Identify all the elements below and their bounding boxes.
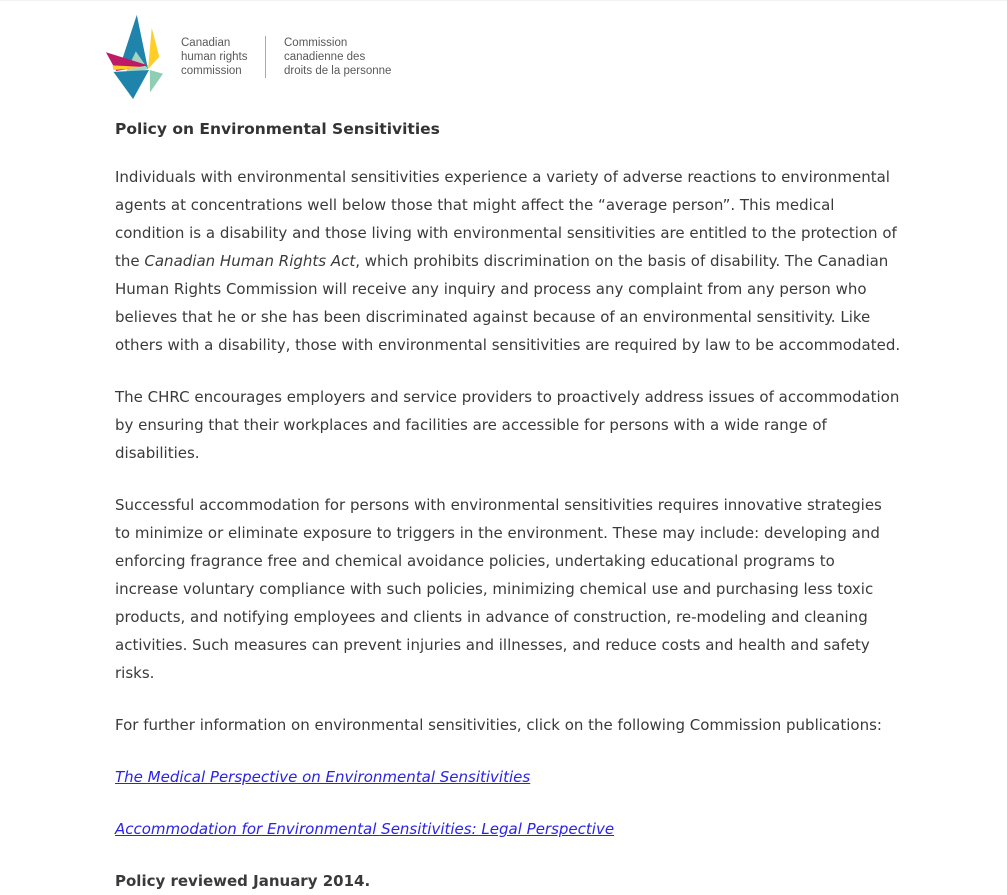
wordmark-line: Commission: [284, 37, 348, 49]
policy-reviewed-note: Policy reviewed January 2014.: [115, 872, 371, 890]
link-legal-perspective[interactable]: Accommodation for Environmental Sensitivities: Legal Perspective: [115, 820, 615, 838]
page-title: Policy on Environmental Sensitivities: [115, 120, 440, 138]
wordmark-line: canadienne des: [284, 51, 366, 63]
wordmark-line: droits de la personne: [284, 65, 392, 77]
link-medical-perspective[interactable]: The Medical Perspective on Environmental Sensitivities: [115, 768, 531, 786]
logo-divider: [265, 36, 266, 78]
wordmark-line: Canadian: [181, 37, 231, 49]
publication-link-row: [115, 763, 901, 791]
intro-text-2: , which prohibits discrimination on the basis of disability. The Canadian Human Rights Commission will receive any inquiry and process any complaint from any person who believes that he or she has been discriminated against because of an environmental sensitivity. Like others with a disability, those with environmental sensitivities are required by law to be accommodated.: [115, 252, 901, 354]
paragraph-intro: [115, 163, 901, 359]
publication-link-row: [115, 815, 901, 843]
chrc-logo: [105, 11, 1007, 101]
leaf-facet-yellow-top: [148, 28, 159, 69]
logo-wordmark: [181, 36, 391, 78]
intro-text-1: Individuals with environmental sensitivities experience a variety of adverse reactions to environmental agents at concentrations well below those that might affect the “average person”. This medical condition is a disability and those living with environmental sensitivities are entitled to the protection of the: [115, 168, 897, 270]
logo-wordmark-english: [181, 36, 265, 78]
leaf-facet-blue-bottom: [113, 70, 149, 99]
paragraph-successful-accommodation: Successful accommodation for persons with environmental sensitivities requires innovative strategies to minimize or eliminate exposure to triggers in the environment. These may include: developing and enforcing fragrance free and chemical avoidance policies, undertaking educational programs to increase voluntary compliance with such policies, minimizing chemical use and purchasing less toxic products, and notifying employees and clients in advance of construction, re-modeling and cleaning activities. Such measures can prevent injuries and illnesses, and reduce costs and health and safety risks.: [115, 496, 882, 682]
policy-content: [115, 119, 901, 895]
paragraph-chrc-encourages: The CHRC encourages employers and service providers to proactively address issues of accommodation by ensuring that their workplaces and facilities are accessible for persons with a wide range of disabilities.: [115, 388, 900, 462]
chrc-maple-leaf-icon: [105, 11, 163, 101]
paragraph-further-information: For further information on environmental sensitivities, click on the following Commission publications:: [115, 716, 882, 734]
leaf-facet-mint-bottom: [150, 70, 163, 92]
wordmark-line: human rights: [181, 51, 248, 63]
chrc-header: [0, 1, 1007, 103]
wordmark-line: commission: [181, 65, 242, 77]
act-name-italic: Canadian Human Rights Act: [144, 252, 356, 270]
logo-wordmark-french: [284, 36, 391, 78]
